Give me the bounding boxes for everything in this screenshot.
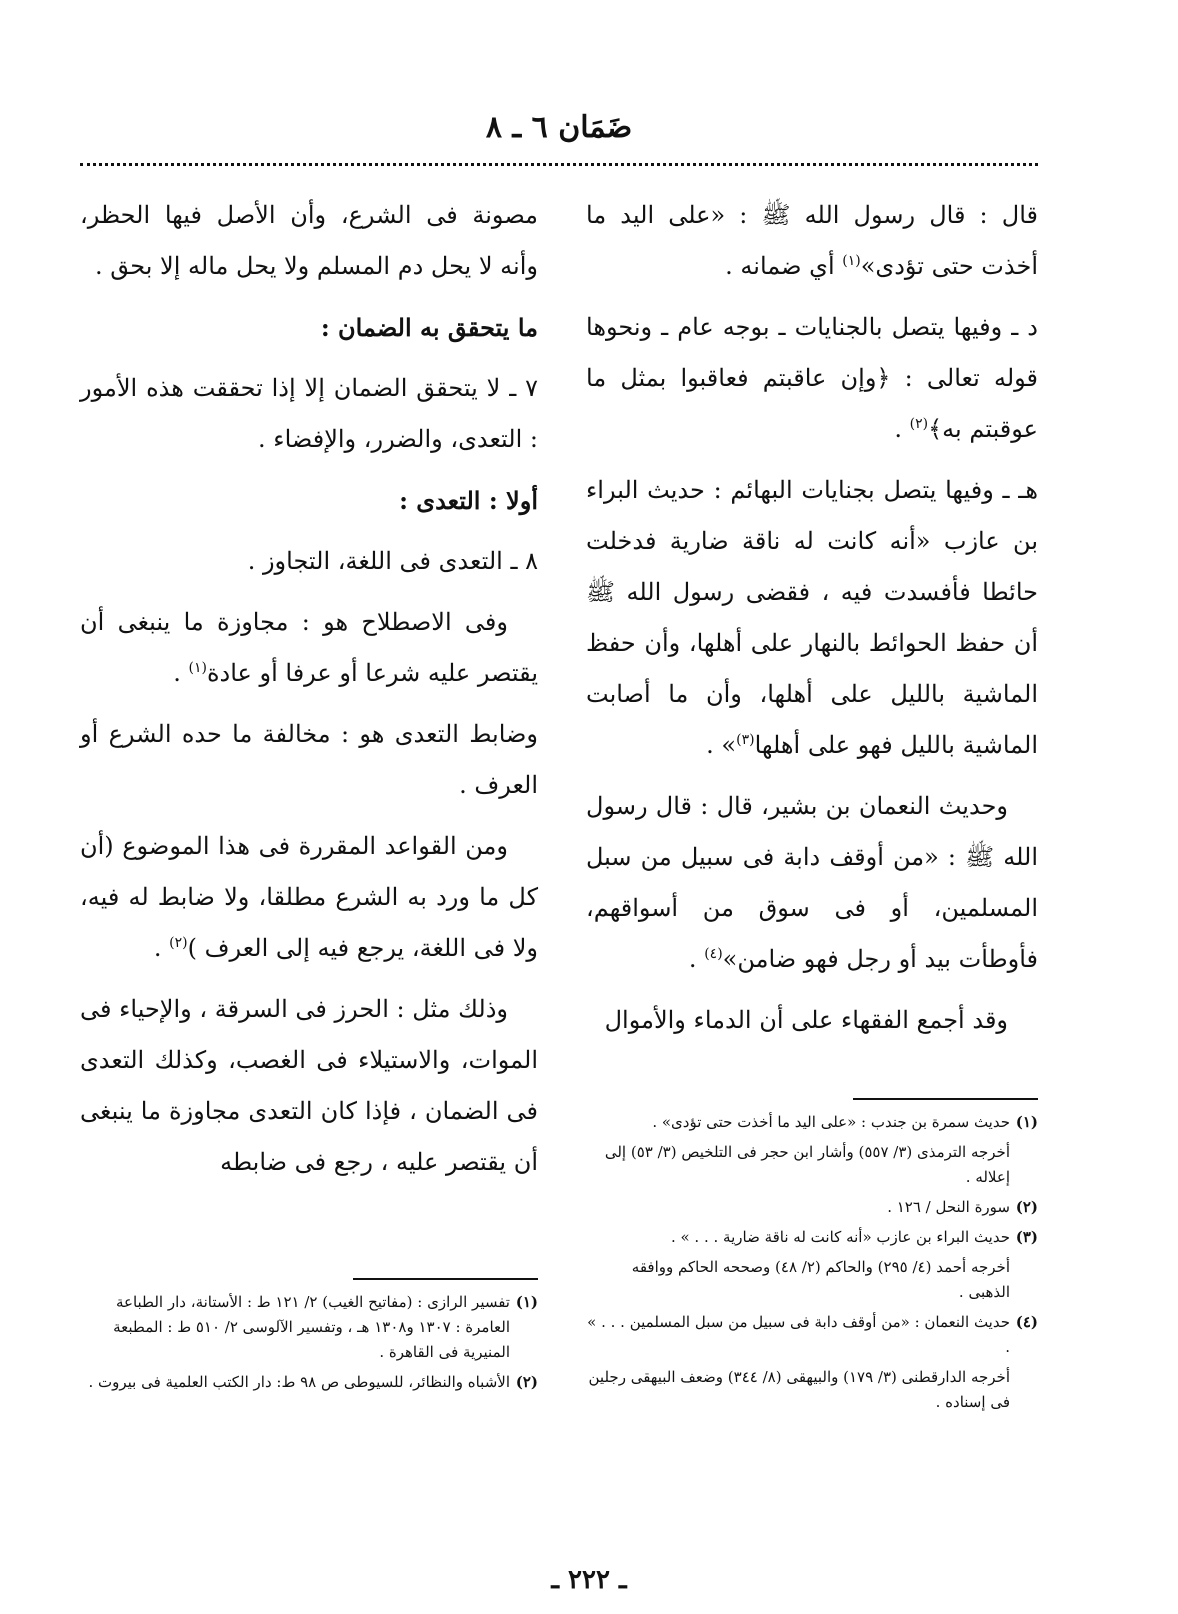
paragraph-text: .: [153, 934, 170, 962]
footnote-reference: (١): [842, 253, 861, 269]
footnote-separator: [853, 1098, 1038, 1100]
footnote-number: (١): [1015, 1113, 1038, 1131]
footnote-text: الأشباه والنظائر، للسيوطى ص ٩٨ ط: دار الكتب العلمية فى بيروت .: [88, 1373, 510, 1391]
footnote-number: (٢): [1015, 1198, 1038, 1216]
page-title: ضَمَان ٦ ـ ٨: [485, 110, 633, 145]
footnote: [586, 1225, 1038, 1250]
header-dotted-rule: [80, 163, 1038, 166]
paragraph-text: وحديث النعمان بن بشير، قال : قال رسول الله ﷺ : «من أوقف دابة فى سبيل من سبل المسلمين، أو فى سوق من أسواقهم، فأوطأت بيد أو رجل فهو ضامن»: [586, 792, 1038, 973]
footnote-continuation: أخرجه الدارقطنى (٣/ ١٧٩) والبيهقى (٨/ ٣٤٤) وضعف البيهقى رجلين فى إسناده .: [588, 1368, 1010, 1411]
footnote-text: حديث البراء بن عازب «أنه كانت له ناقة ضارية . . . » .: [670, 1228, 1010, 1246]
paragraph-text: هـ ـ وفيها يتصل بجنايات البهائم : حديث البراء بن عازب «أنه كانت له ناقة ضارية فدخلت حائطا فأفسدت فيه ، فقضى رسول الله ﷺ أن حفظ الحوائط بالنهار على أهلها، وأن حفظ الماشية بالليل على أهلها، وأن ما أصابت الماشية بالليل فهو على أهلها: [586, 476, 1038, 759]
paragraph: وذلك مثل : الحرز فى السرقة ، والإحياء فى الموات، والاستيلاء فى الغصب، وكذلك التعدى فى الضمان ، فإذا كان التعدى مجاوزة ما ينبغى أن يقتصر عليه ، رجع فى ضابطه: [80, 995, 538, 1176]
paragraph: [586, 190, 1038, 292]
paragraph-text: قال : قال رسول الله ﷺ : «على اليد ما أخذت حتى تؤدى»: [586, 201, 1038, 280]
footnote-number: (٤): [1015, 1313, 1038, 1331]
paragraph: مصونة فى الشرع، وأن الأصل فيها الحظر، وأنه لا يحل دم المسلم ولا يحل ماله إلا بحق .: [80, 201, 538, 280]
paragraph: [586, 465, 1038, 771]
footnotes-right: [586, 1110, 1038, 1420]
footnote-reference: (٣): [736, 732, 755, 748]
paragraph-text: وقد أجمع الفقهاء على أن الدماء والأموال: [604, 1006, 1008, 1034]
page-number: ـ ٢٢٢ ـ: [551, 1565, 627, 1595]
footnote: [586, 1195, 1038, 1220]
footnote-reference: (١): [188, 660, 207, 676]
page-header: [80, 106, 1038, 168]
footnote: [586, 1110, 1038, 1135]
paragraph: وضابط التعدى هو : مخالفة ما حده الشرع أو العرف .: [80, 720, 538, 799]
paragraph-text: د ـ وفيها يتصل بالجنايات ـ بوجه عام ـ ونحوها قوله تعالى : ﴿وإن عاقبتم فعاقبوا بمثل ما عوقبتم به﴾: [586, 313, 1038, 443]
paragraph-text: » .: [706, 731, 737, 759]
footnote-number: (٢): [515, 1373, 538, 1391]
paragraph: [586, 302, 1038, 455]
paragraph: ٧ ـ لا يتحقق الضمان إلا إذا تحققت هذه الأمور : التعدى، والضرر، والإفضاء .: [80, 374, 538, 453]
footnote-reference: (٢): [169, 935, 188, 951]
paragraph-text: .: [173, 659, 189, 687]
footnote-continuation: أخرجه أحمد (٤/ ٢٩٥) والحاكم (٢/ ٤٨) وصححه الحاكم ووافقه الذهبى .: [631, 1258, 1010, 1301]
footnote-separator: [353, 1278, 538, 1280]
paragraph-text: .: [894, 415, 910, 443]
footnote: [80, 1370, 538, 1395]
footnote-number: (١): [515, 1293, 538, 1311]
right-column: [586, 190, 1038, 1056]
paragraph: [586, 781, 1038, 985]
paragraph-text: .: [688, 945, 705, 973]
footnote-continuation: أخرجه الترمذى (٣/ ٥٥٧) وأشار ابن حجر فى التلخيص (٣/ ٥٣) إلى إعلاله .: [604, 1143, 1010, 1186]
footnote-text: تفسير الرازى : (مفاتيح الغيب) ٢/ ١٢١ ط : الأستانة، دار الطباعة العامرة : ١٣٠٧ و١٣٠٨ هـ ، وتفسير الآلوسى ٢/ ٥١٠ ط : المطبعة المنيرية فى القاهرة .: [113, 1293, 510, 1361]
paragraph-text: وفى الاصطلاح هو : مجاوزة ما ينبغى أن يقتصر عليه شرعا أو عرفا أو عادة: [80, 608, 538, 687]
footnote-text: حديث النعمان : «من أوقف دابة فى سبيل من سبل المسلمين . . . » .: [587, 1313, 1010, 1356]
footnote: [586, 1310, 1038, 1360]
footnotes-left: [80, 1290, 538, 1400]
paragraph: [80, 821, 538, 974]
left-column: [80, 190, 538, 1198]
footnote-number: (٣): [1015, 1228, 1038, 1246]
footnote-reference: (٤): [704, 946, 723, 962]
footnote: [80, 1290, 538, 1365]
footnote-text: سورة النحل / ١٢٦ .: [887, 1198, 1010, 1216]
section-heading: أولا : التعدى :: [399, 486, 538, 515]
paragraph: ٨ ـ التعدى فى اللغة، التجاوز .: [247, 547, 538, 575]
paragraph: [586, 995, 1038, 1046]
paragraph: [80, 597, 538, 699]
section-heading: ما يتحقق به الضمان :: [320, 313, 538, 342]
footnote-reference: (٢): [909, 416, 929, 432]
paragraph-text: ومن القواعد المقررة فى هذا الموضوع (أن كل ما ورد به الشرع مطلقا، ولا ضابط له فيه، ولا فى اللغة، يرجع فيه إلى العرف ): [80, 832, 538, 962]
footnote-text: حديث سمرة بن جندب : «على اليد ما أخذت حتى تؤدى» .: [652, 1113, 1010, 1131]
paragraph-text: أي ضمانه .: [725, 252, 843, 280]
